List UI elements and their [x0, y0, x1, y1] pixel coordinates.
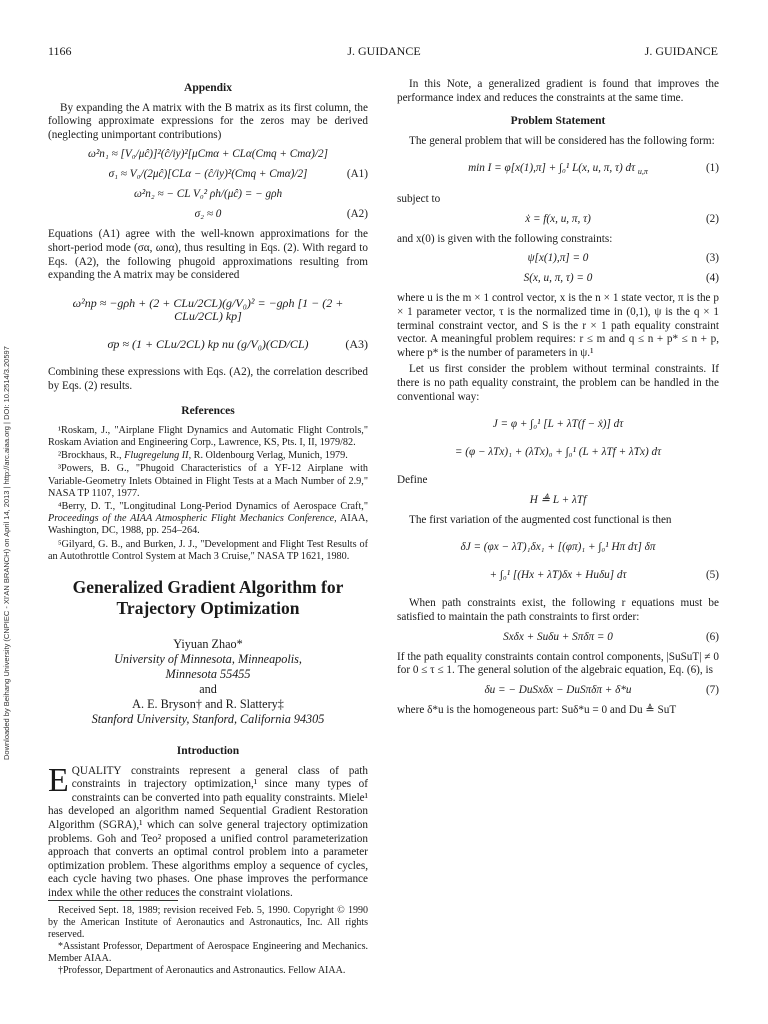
problem-paragraph-2: Let us first consider the problem without terminal constraints. If there is no path equality constraint, the problem can be handled in the conventional way:: [397, 363, 719, 403]
equation-4: [397, 272, 719, 286]
equation-text: σp ≈ (1 + CLu/2CL) kp nu (g/V₀)(CD/CL): [107, 336, 309, 351]
subject-to: subject to: [397, 193, 441, 206]
equation-number: (6): [705, 630, 719, 643]
equation-text: H ≜ L + λTf: [529, 493, 587, 506]
author-name: A. E. Bryson† and R. Slattery‡: [132, 696, 284, 711]
equation-augmented: [397, 418, 719, 432]
footnote-rule: [48, 900, 178, 901]
equation-number: (1): [705, 162, 719, 175]
equation-5-line2: [397, 569, 719, 583]
introduction-paragraph-2: In this Note, a generalized gradient is found that improves the performance index and reduces the constraints at the same time.: [397, 78, 719, 104]
references-heading: References: [181, 405, 235, 418]
equation-number: (2): [705, 212, 719, 225]
equation-number: (7): [705, 683, 719, 696]
reference-item: ¹Roskam, J., "Airplane Flight Dynamics and Automatic Flight Controls," Roskam Aviation and Engineering Corp., Lawrence, KS, Pts. I, II, 1979/82.: [48, 424, 368, 448]
equation-6: [397, 631, 719, 645]
equation-3: [397, 252, 719, 266]
footnote: †Professor, Department of Aeronautics and Astronautics. Fellow AIAA.: [58, 965, 346, 976]
equation-5-line1: [397, 541, 719, 555]
reference-item: ²Brockhaus, R., Flugregelung II, R. Oldenbourg Verlag, Munich, 1979.: [58, 450, 348, 462]
equation-7: [397, 684, 719, 698]
equation-a2-line1: [48, 188, 368, 202]
references-list: [48, 425, 368, 563]
equation-a1-line1: [48, 148, 368, 162]
equation-2: [397, 213, 719, 227]
right-column: [397, 78, 719, 720]
footnotes: [48, 900, 368, 977]
equation-a3-line2: [48, 338, 368, 352]
problem-heading: Problem Statement: [510, 115, 606, 128]
equation-augmented-2: [397, 446, 719, 460]
author-name: Yiyuan Zhao*: [173, 636, 243, 651]
equation-text: σ₂ ≈ 0: [194, 208, 222, 221]
affiliation: University of Minnesota, Minneapolis,: [114, 651, 302, 666]
equation-text: σ₁ ≈ V₀/(2μĉ)[CLα − (ĉ/iy)²(Cmq + Cmα̇)/2]: [108, 168, 308, 181]
problem-paragraph-3: The first variation of the augmented cost functional is then: [409, 513, 672, 526]
equation-a3-line1: [48, 297, 368, 324]
appendix-heading: Appendix: [184, 82, 232, 94]
equation-number: (A1): [346, 168, 368, 181]
equation-text: ẋ = f(x, u, π, τ): [525, 212, 591, 225]
equation-text: ω²np ≈ −gρh + (2 + CLu/2CL)(g/V₀)² = −gρh [1 − (2 + CLu/2CL) kp]: [72, 295, 344, 324]
reference-item: ⁵Gilyard, G. B., and Burken, J. J., "Development and Flight Test Results of an Autothrottle Control System at Mach 3 Cruise," NASA TP 1621, 1980.: [48, 538, 368, 562]
introduction-text: QUALITY constraints represent a general class of path constraints in trajectory optimization,¹ since many types of constraints can be converted into path equality constraints. Miele¹ has developed an algorithm named Sequential Gradient Restoration Algorithm (SGRA),¹ which can solve general trajectory optimization problems. Goh and Teo² proposed a unified control parameterization approach that converts an optimal control problem into a parameter optimization problem. These algorithms employ a sequence of cycles, each cycle having two phases. One phase improves the performance index while the other reduces the constraint violations.: [48, 764, 368, 899]
equation-text: J = φ + ∫₀¹ [L + λT(f − ẋ)] dτ: [492, 418, 624, 431]
download-watermark-text: Downloaded by Beihang University (CNPIEC - XI'AN BRANCH) on April 14, 2013 | http://arc.aiaa.org | DOI: 10.2514/3.20597: [2, 346, 11, 760]
equation-text: S(x, u, π, τ) = 0: [523, 272, 593, 285]
equation-text: δu = − DuSxδx − DuSπδπ + δ*u: [484, 683, 632, 696]
equation-hamiltonian: [397, 494, 719, 508]
equation-number: (3): [705, 252, 719, 265]
introduction-heading: Introduction: [176, 744, 240, 757]
author-conjunction: and: [199, 681, 217, 696]
appendix-paragraph-3: Combining these expressions with Eqs. (A2), the correlation described by Eqs. (2) results.: [48, 365, 368, 392]
reference-item: ⁴Berry, D. T., "Longitudinal Long-Period Dynamics of Aerospace Craft," Proceedings of the AIAA Atmospheric Flight Mechanics Conference, AIAA, Washington, DC, 1988, pp. 254–264.: [48, 500, 368, 537]
equation-number: (A2): [346, 208, 368, 221]
problem-paragraph-6: where δ*u is the homogeneous part: Suδ*u = 0 and Du ≜ SuT: [397, 703, 677, 716]
equation-text: = (φ − λTx)₁ + (λTx)₀ + ∫₀¹ (L + λTf + λ̇Tx) dτ: [454, 446, 662, 459]
appendix-intro: By expanding the A matrix with the B matrix as its first column, the following approximate expressions for the zeros may be derived (neglecting unimportant contributions): [48, 101, 368, 141]
author-block: [48, 637, 368, 727]
equation-text: Sxδx + Suδu + Sπδπ = 0: [503, 630, 613, 643]
problem-intro: The general problem that will be considered has the following form:: [409, 134, 715, 147]
journal-header-right: J. GUIDANCE: [644, 44, 718, 58]
page-number: 1166: [48, 44, 72, 58]
equation-subscript: u,π: [637, 167, 648, 177]
given-line: and x(0) is given with the following constraints:: [397, 232, 613, 245]
equation-text: δJ = (φx − λT)₁δx₁ + [(φπ)₁ + ∫₀¹ Hπ dτ] δπ: [460, 541, 656, 554]
footnote: *Assistant Professor, Department of Aerospace Engineering and Mechanics. Member AIAA.: [48, 941, 368, 964]
introduction-paragraph: [48, 761, 368, 901]
equation-text: ω²n₂ ≈ − CL V₀² ρh/(μĉ) = − gρh: [133, 188, 283, 201]
download-watermark: [2, 290, 14, 760]
equation-number: (A3): [345, 336, 368, 351]
journal-header-center: J. GUIDANCE: [347, 44, 421, 58]
define-label: Define: [397, 474, 428, 487]
drop-cap: E: [48, 761, 69, 799]
equation-text: ψ[x(1),π] = 0: [527, 252, 589, 265]
problem-paragraph-1: where u is the m × 1 control vector, x is the n × 1 state vector, π is the p × 1 parameter vector, τ is the normalized time in (0,1), ψ is the q × 1 terminal constraint vector, and S is the r × 1 path equality constraint vector. A meaningful problem requires: r ≤ m and q ≤ n + p* ≤ n + p, where p* is the number of parameters in ψ.¹: [397, 292, 719, 359]
article-title: Generalized Gradient Algorithm for Trajectory Optimization: [72, 576, 344, 618]
equation-text: min I = φ[x(1),π] + ∫₀¹ L(x, u, π, τ) dτ: [468, 162, 636, 175]
equation-a2-line2: [48, 208, 368, 222]
equation-text: + ∫₀¹ [(Hx + λ̇T)δx + Huδu] dτ: [489, 569, 627, 582]
equation-text: ω²n₁ ≈ [V₀/μĉ)]²(ĉ/iy)²[μCmα + CLα(Cmq + Cmα̇)/2]: [88, 148, 328, 161]
reference-item: ³Powers, B. G., "Phugoid Characteristics of a YF-12 Airplane with Variable-Geometry Inlets Obtained in Flight Tests at a Mach Number of 2.9," NASA TP 1107, 1977.: [48, 463, 368, 499]
equation-1: [397, 162, 719, 179]
appendix-paragraph-2: Equations (A1) agree with the well-known approximations for the short-period mode (σα, ωnα), thus resulting in Eqs. (2). With regard to Eqs. (A2), the following phugoid approximations resulting from expanding the A matrix may be considered: [48, 228, 368, 282]
affiliation: Minnesota 55455: [165, 666, 251, 681]
problem-paragraph-4: When path constraints exist, the following r equations must be satisfied to maintain the path constraints to first order:: [397, 597, 719, 623]
problem-paragraph-5: If the path equality constraints contain control components, |SuSuT| ≠ 0 for 0 ≤ τ ≤ 1. The general solution of the algebraic equation, Eq. (6), is: [397, 650, 719, 677]
footnote: Received Sept. 18, 1989; revision received Feb. 5, 1990. Copyright © 1990 by the American Institute of Aeronautics and Astronautics, Inc. All rights reserved.: [48, 905, 368, 940]
affiliation: Stanford University, Stanford, California 94305: [91, 711, 325, 726]
equation-number: (5): [705, 569, 719, 582]
left-column: [48, 78, 368, 903]
equation-number: (4): [705, 272, 719, 285]
equation-a1-line2: [48, 168, 368, 182]
